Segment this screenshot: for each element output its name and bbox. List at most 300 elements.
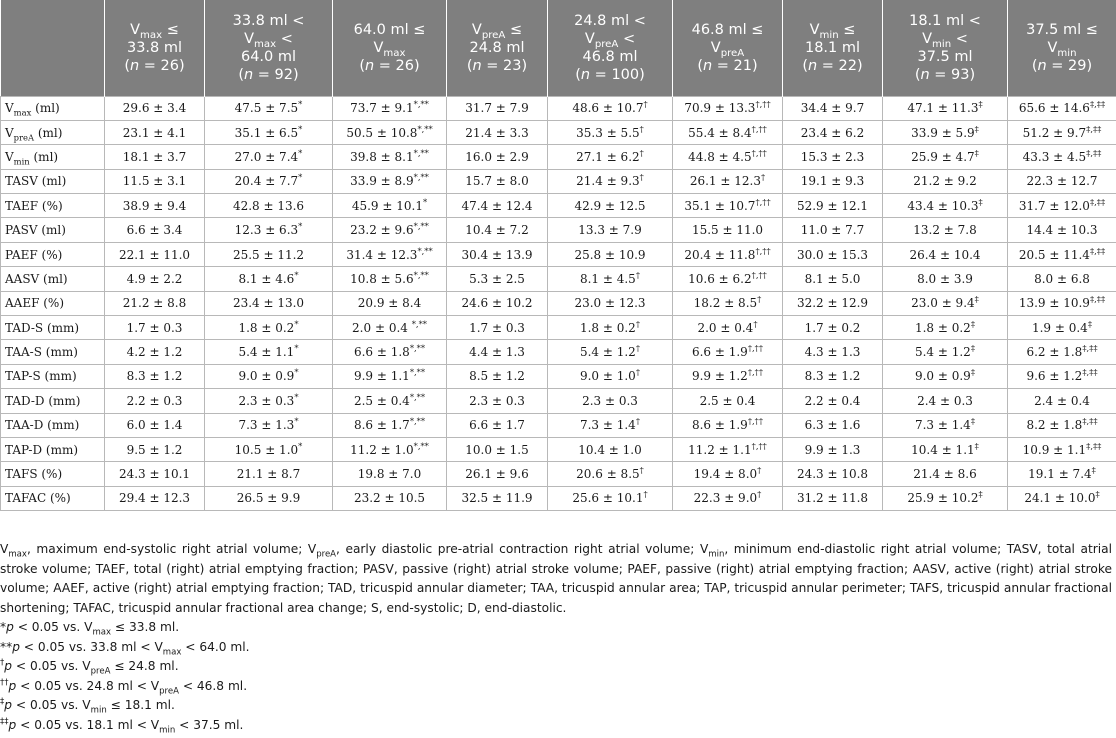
table-cell [673,340,783,364]
table-cell [447,267,548,291]
table-cell [333,316,447,340]
cell-value: 31.4 ± 12.3 [346,247,418,262]
cell-significance-mark: †,†† [751,269,767,280]
header-text: < [951,30,968,47]
cell-significance-mark: † [635,367,641,378]
cell-value: 29.4 ± 12.3 [118,491,191,506]
cell-value: 11.2 ± 1.0 [350,442,414,457]
table-cell [783,486,883,510]
cell-value: 2.3 ± 0.3 [469,393,525,408]
footnote-p-value: p [4,698,13,712]
cell-value: 24.1 ± 10.0 [1024,491,1096,506]
footnote-note [0,618,1112,638]
table-cell [548,389,673,413]
table-cell [105,389,205,413]
table-cell [447,120,548,144]
table-cell [447,462,548,486]
row-label-text: TAD-D (mm) [5,393,81,408]
cell-value: 8.6 ± 1.9 [691,418,748,433]
cell-significance-mark: † [753,318,758,329]
cell-value: 35.3 ± 5.5 [576,125,640,140]
header-text: ( [802,57,808,74]
cell-significance-mark: † [757,489,762,500]
header-text: V [584,30,595,47]
cell-significance-mark: * [294,343,299,354]
cell-significance-mark: ‡ [974,294,979,305]
header-text: ≤ [838,21,856,38]
table-cell [447,194,548,218]
footnote-p-value: p [8,717,17,732]
cell-significance-mark: ‡,‡‡ [1086,123,1102,134]
cell-value: 2.3 ± 0.3 [582,393,638,408]
header-row [1,0,1116,96]
table-cell [205,194,333,218]
row-label [1,462,105,486]
table-row [1,194,1116,218]
cell-value: 27.1 ± 6.2 [576,149,640,164]
header-n: n [243,66,254,83]
cell-value: 39.8 ± 8.1 [350,149,414,164]
header-text: ( [914,66,921,83]
header-text: = 93) [929,66,976,83]
header-n: n [580,66,591,83]
cell-significance-mark: † [635,416,641,427]
cell-value: 34.4 ± 9.7 [800,101,865,116]
table-cell [673,316,783,340]
cell-value: 2.0 ± 0.4 [352,320,412,335]
table-row [1,437,1116,461]
cell-value: 8.1 ± 4.6 [238,271,295,286]
cell-significance-mark: ‡ [1095,489,1100,500]
table-cell [1008,486,1116,510]
footnote-text: < 0.05 vs. V [12,659,91,673]
table-cell [548,316,673,340]
cell-value: 13.2 ± 7.8 [913,223,977,238]
cell-value: 31.2 ± 11.8 [796,491,869,506]
table-cell [883,96,1008,120]
table-cell [447,242,548,266]
cell-value: 10.5 ± 1.0 [234,442,299,457]
cell-value: 6.6 ± 3.4 [126,223,183,238]
table-cell [783,364,883,388]
header-line [885,30,1005,48]
table-cell [883,316,1008,340]
cell-value: 33.9 ± 5.9 [911,125,975,140]
table-cell [883,242,1008,266]
table-cell [105,316,205,340]
cell-value: 25.5 ± 11.2 [232,247,305,262]
table-cell [783,389,883,413]
footnote-text: < 46.8 ml. [178,678,248,693]
cell-value: 9.6 ± 1.2 [1026,369,1083,384]
cell-value: 32.2 ± 12.9 [796,296,869,311]
cell-significance-mark: † [639,123,644,134]
cell-significance-mark: ‡,‡‡ [1082,367,1098,378]
cell-value: 1.7 ± 0.3 [126,320,183,335]
header-text: ≤ [162,21,179,38]
header-subscript: preA [720,47,745,59]
row-label-text: TAFS (%) [5,467,63,482]
table-cell [447,413,548,437]
row-label-text: TAP-S (mm) [5,369,77,384]
cell-value: 2.3 ± 0.3 [238,393,295,408]
table-body [1,96,1116,511]
header-text: V [130,21,141,38]
footnote-text: , minimum end-diastolic right atrial volume; TASV, total atrial stroke volume; TAEF, total (right) atrial emptying fraction; PASV, passive (right) atrial stroke volume; PAEF, passive (right) atrial emptying fraction; AASV, active (right) atrial stroke volume; AAEF, active (right) atrial emptying fraction; TAD, tricuspid annular diameter; TAA, tricuspid annular area; TAP, tricuspid annular perimeter; TAFS, tricuspid annular fractional shortening; TAFAC, tricuspid annular fractional area change; S, end-systolic; D, end-diastolic. [0,542,1112,615]
cell-value: 9.9 ± 1.2 [691,369,748,384]
table-cell [673,462,783,486]
cell-value: 25.6 ± 10.1 [572,491,644,506]
cell-value: 42.8 ± 13.6 [232,198,305,213]
table-cell [1008,316,1116,340]
cell-value: 7.3 ± 1.4 [579,418,636,433]
cell-value: 30.0 ± 15.3 [796,247,869,262]
footnote-abbreviations [0,540,1112,618]
table-cell [548,267,673,291]
table-cell [673,291,783,315]
table-cell [447,389,548,413]
header-text: 46.8 ml [582,48,638,65]
table-cell [205,340,333,364]
footnote-note [0,677,1112,697]
table-cell [105,413,205,437]
table-cell [333,340,447,364]
table-cell [673,242,783,266]
cell-significance-mark: ‡,‡‡ [1082,416,1098,427]
header-text: ≤ [505,21,523,38]
header-text: ( [124,57,130,74]
cell-value: 5.4 ± 1.1 [238,345,295,360]
header-subscript: preA [481,29,506,41]
row-label [1,145,105,169]
cell-value: 15.3 ± 2.3 [800,149,865,164]
cell-value: 4.3 ± 1.3 [804,345,861,360]
cell-value: 31.7 ± 7.9 [465,101,529,116]
header-text: < [276,30,293,47]
table-cell [447,145,548,169]
cell-value: 8.2 ± 1.8 [1026,418,1083,433]
cell-significance-mark: *,** [409,416,426,427]
cell-value: 10.4 ± 1.1 [911,442,975,457]
table-cell [548,413,673,437]
table-cell [205,267,333,291]
cell-value: 8.6 ± 1.7 [353,418,410,433]
header-text: ( [697,57,703,74]
header-line [675,21,780,39]
table-cell [783,413,883,437]
header-text: 33.8 ml < [232,12,305,29]
table-row [1,218,1116,242]
cell-value: 8.0 ± 3.9 [917,271,973,286]
cell-value: 1.7 ± 0.2 [804,320,861,335]
header-text: < [618,30,636,47]
cell-value: 4.9 ± 2.2 [126,271,183,286]
header-line [107,21,202,39]
cell-value: 14.4 ± 10.3 [1026,223,1098,238]
cell-significance-mark: †,†† [751,147,767,158]
footnote-note [0,716,1112,736]
header-line [449,21,545,39]
cell-significance-mark: ‡,‡‡ [1089,245,1106,256]
header-text: ( [359,57,365,74]
header-line [675,39,780,57]
header-text: 64.0 ml [240,48,297,65]
footnote-p-value: p [4,659,13,673]
cell-value: 2.4 ± 0.4 [1034,393,1090,408]
table-cell [105,462,205,486]
header-line [207,48,330,66]
row-label-text: PASV (ml) [5,223,66,238]
cell-value: 2.5 ± 0.4 [353,393,410,408]
table-cell [333,194,447,218]
cell-value: 20.9 ± 8.4 [357,296,422,311]
table-cell [1008,218,1116,242]
cell-value: 2.2 ± 0.3 [126,393,183,408]
cell-significance-mark: *,** [409,367,426,378]
footnote-note [0,638,1112,658]
footnote-text: < 0.05 vs. 33.8 ml < V [19,639,163,654]
table-cell [1008,242,1116,266]
cell-value: 6.3 ± 1.6 [804,418,861,433]
table-cell [105,486,205,510]
cell-significance-mark: †,†† [747,367,764,378]
footnote-text: , maximum end-systolic right atrial volume; V [26,542,317,556]
cell-value: 44.8 ± 4.5 [688,149,752,164]
cell-value: 10.8 ± 5.6 [350,271,414,286]
table-cell [883,437,1008,461]
cell-value: 43.3 ± 4.5 [1022,149,1087,164]
table-cell [333,389,447,413]
table-cell [673,486,783,510]
table-cell [673,194,783,218]
cell-value: 65.6 ± 14.6 [1018,101,1090,116]
table-cell [333,486,447,510]
table-cell [548,340,673,364]
cell-value: 19.1 ± 7.4 [1028,467,1092,482]
cell-value: 51.2 ± 9.7 [1022,125,1087,140]
cell-value: 70.9 ± 13.3 [684,101,756,116]
table-cell [1008,340,1116,364]
cell-value: 26.5 ± 9.9 [236,491,301,506]
header-cell-7 [783,0,883,96]
cell-value: 21.4 ± 9.3 [576,174,640,189]
table-cell [1008,462,1116,486]
header-subscript: min [819,29,839,41]
cell-value: 23.4 ± 13.0 [232,296,305,311]
cell-significance-mark: †,†† [755,245,771,256]
table-cell [883,462,1008,486]
table-cell [1008,169,1116,193]
header-line [107,57,202,75]
cell-value: 5.3 ± 2.5 [469,271,525,286]
cell-value: 73.7 ± 9.1 [350,101,414,116]
table-footnotes [0,540,1112,735]
header-line [335,21,444,39]
cell-value: 2.4 ± 0.3 [917,393,973,408]
footnote-subscript: preA [90,666,111,677]
table-cell [1008,413,1116,437]
footnote-subscript: min [708,549,725,560]
cell-significance-mark: ‡,‡‡ [1086,440,1102,451]
table-cell [105,242,205,266]
table-row [1,267,1116,291]
header-line [207,30,330,48]
table-cell [1008,389,1116,413]
cell-value: 21.4 ± 3.3 [465,125,529,140]
table-row [1,242,1116,266]
table-cell [205,169,333,193]
footnote-note [0,696,1112,716]
table-cell [205,218,333,242]
header-text: V [922,30,933,47]
footnote-text: < 0.05 vs. V [12,698,91,712]
cell-significance-mark: ‡ [970,416,976,427]
cell-significance-mark: † [639,147,644,158]
row-label-text: TAA-D (mm) [5,418,80,433]
cell-significance-mark: *,** [417,123,433,134]
table-cell [447,218,548,242]
row-label-text: AASV (ml) [5,271,68,286]
table-cell [105,194,205,218]
cell-value: 20.4 ± 7.7 [234,174,299,189]
cell-significance-mark: ‡ [978,489,983,500]
header-cell-1 [105,0,205,96]
cell-value: 38.9 ± 9.4 [122,198,187,213]
header-subscript: preA [594,38,619,50]
cell-value: 35.1 ± 10.7 [684,198,756,213]
row-label-text: TASV (ml) [5,174,67,189]
header-text: 18.1 ml [804,39,861,56]
table-cell [205,364,333,388]
footnote-text: ≤ 33.8 ml. [111,620,180,634]
cell-value: 19.1 ± 9.3 [800,174,865,189]
table-cell [333,169,447,193]
cell-value: 24.3 ± 10.8 [796,467,869,482]
cell-significance-mark: ‡,‡‡ [1086,147,1102,158]
footnote-text: < 64.0 ml. [181,639,250,654]
cell-significance-mark: †,†† [751,123,767,134]
cell-significance-mark: * [294,367,299,378]
cell-value: 15.7 ± 8.0 [465,174,529,189]
row-label-text: V [5,101,14,116]
row-label-text: TAA-S (mm) [5,345,78,360]
table-cell [673,413,783,437]
cell-value: 26.4 ± 10.4 [909,247,981,262]
row-label [1,364,105,388]
cell-value: 22.3 ± 9.0 [693,491,758,506]
header-text: = 23) [481,57,528,74]
cell-value: 2.2 ± 0.4 [804,393,861,408]
table-cell [883,340,1008,364]
header-line [207,12,330,30]
row-label-text: AAEF (%) [5,296,64,311]
header-text: V [809,21,820,38]
table-cell [205,96,333,120]
header-corner-cell [1,0,105,96]
table-row [1,462,1116,486]
cell-value: 9.0 ± 0.9 [238,369,295,384]
cell-value: 7.3 ± 1.4 [914,418,971,433]
cell-value: 1.8 ± 0.2 [579,320,636,335]
table-cell [548,169,673,193]
header-text: = 22) [817,57,863,74]
header-subscript: min [1057,47,1077,59]
header-line [107,39,202,57]
table-row [1,486,1116,510]
table-cell [447,340,548,364]
header-text: = 26) [374,57,420,74]
cell-value: 2.5 ± 0.4 [699,393,756,408]
header-subscript: max [254,38,277,50]
table-cell [333,462,447,486]
cell-value: 7.3 ± 1.3 [238,418,295,433]
cell-significance-mark: ‡ [978,99,983,110]
table-cell [447,291,548,315]
table-cell [447,316,548,340]
header-n: n [364,57,375,74]
cell-significance-mark: † [635,269,641,280]
table-cell [673,437,783,461]
table-cell [673,96,783,120]
cell-significance-mark: † [639,172,644,183]
cell-significance-mark: *,** [413,221,429,232]
cell-significance-mark: ‡,‡‡ [1082,343,1098,354]
header-text: 24.8 ml < [574,12,646,29]
table-cell [205,120,333,144]
header-cell-4 [447,0,548,96]
cell-value: 9.5 ± 1.2 [126,442,183,457]
table-cell [333,96,447,120]
row-label [1,120,105,144]
footnote-text: < 0.05 vs. V [13,620,93,634]
table-cell [205,413,333,437]
cell-significance-mark: † [643,99,648,110]
table-cell [1008,96,1116,120]
table-cell [673,389,783,413]
footnote-text: , early diastolic pre-atrial contraction right atrial volume; V [336,542,709,556]
table-cell [673,120,783,144]
cell-value: 9.9 ± 1.3 [804,442,861,457]
row-label-text: V [5,125,14,140]
table-cell [783,316,883,340]
header-cell-9 [1008,0,1116,96]
header-text: 24.8 ml [469,39,525,56]
footnote-text: ≤ 24.8 ml. [110,659,179,673]
cell-value: 20.5 ± 11.4 [1018,247,1090,262]
cell-value: 45.9 ± 10.1 [351,198,423,213]
row-label-text: TAEF (%) [5,198,63,213]
header-line [550,48,670,66]
cell-value: 8.5 ± 1.2 [469,369,525,384]
header-line [785,57,880,75]
table-cell [548,486,673,510]
header-text: = 21) [712,57,758,74]
header-n: n [472,57,482,74]
table-cell [105,437,205,461]
header-cell-3 [333,0,447,96]
table-row [1,340,1116,364]
table-cell [333,291,447,315]
table-cell [333,120,447,144]
cell-value: 1.9 ± 0.4 [1031,320,1088,335]
header-text: V [373,39,384,56]
cell-significance-mark: ‡ [1087,318,1093,329]
table-cell [447,437,548,461]
cell-significance-mark: ‡ [974,147,979,158]
cell-value: 47.4 ± 12.4 [461,198,533,213]
table-cell [883,364,1008,388]
cell-significance-mark: *,** [413,172,429,183]
